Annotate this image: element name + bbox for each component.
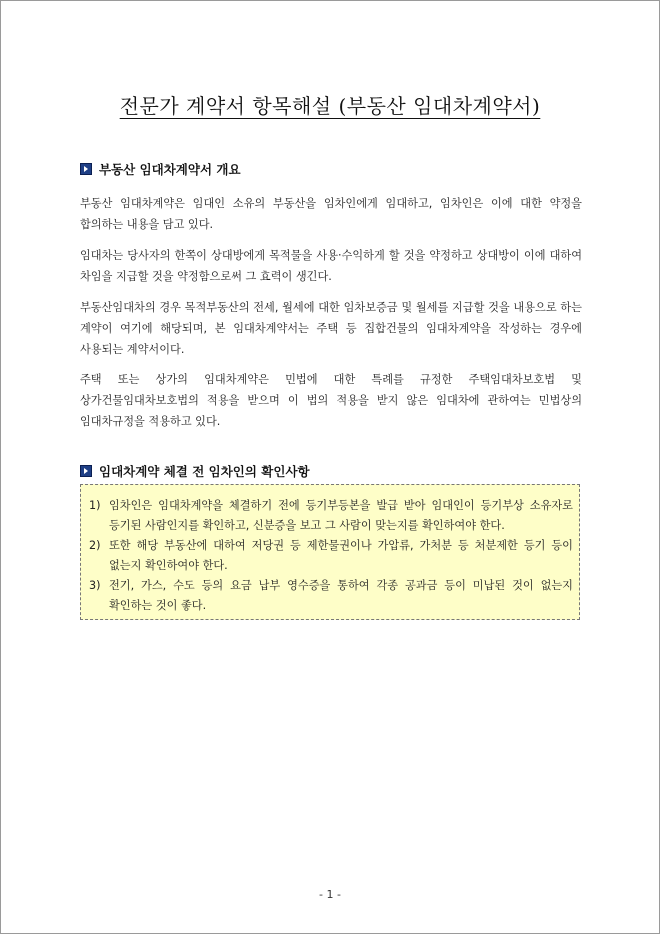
overview-paragraph-4: 주택 또는 상가의 임대차계약은 민법에 대한 특례를 규정한 주택임대차보호법 및 상가건물임대차보호법의 적용을 받으며 이 법의 적용을 받지 않은 임대차에 관하여는 민법상의 임대차규정을 적용하고 있다. xyxy=(80,373,582,428)
checklist-notice-box xyxy=(80,484,580,620)
checklist-item-text: 전기, 가스, 수도 등의 요금 납부 영수증을 통하여 각종 공과금 등이 미납된 것이 없는지 확인하는 것이 좋다. xyxy=(109,579,573,612)
checklist-item-number: 3) xyxy=(89,579,101,592)
section-heading-checklist xyxy=(80,462,310,480)
page-number: - 1 - xyxy=(319,888,341,901)
checklist-item-number: 2) xyxy=(89,539,101,552)
checklist-item-text: 임차인은 임대차계약을 체결하기 전에 등기부등본을 발급 받아 임대인이 등기부상 소유자로 등기된 사람인지를 확인하고, 신분증을 보고 그 사람이 맞는지를 확인하여야 한다. xyxy=(109,499,573,532)
document-title: 전문가 계약서 항목해설 (부동산 임대차계약서) xyxy=(119,94,541,118)
overview-paragraph-3: 부동산임대차의 경우 목적부동산의 전세, 월세에 대한 임차보증금 및 월세를 지급할 것을 내용으로 하는 계약이 여기에 해당되며, 본 임대차계약서는 주택 등 집합건물의 임대차계약을 작성하는 경우에 사용되는 계약서이다. xyxy=(80,301,582,356)
section-heading-overview xyxy=(80,160,241,178)
section-heading-label: 임대차계약 체결 전 임차인의 확인사항 xyxy=(99,464,310,479)
arrow-square-icon xyxy=(80,163,92,175)
checklist-item xyxy=(89,576,573,616)
checklist-item xyxy=(89,496,573,536)
checklist-item-text: 또한 해당 부동산에 대하여 저당권 등 제한물권이나 가압류, 가처분 등 처분제한 등기 등이 없는지 확인하여야 한다. xyxy=(109,539,573,572)
overview-paragraph-2: 임대차는 당사자의 한쪽이 상대방에게 목적물을 사용·수익하게 할 것을 약정하고 상대방이 이에 대하여 차임을 지급할 것을 약정함으로써 그 효력이 생긴다. xyxy=(80,249,582,283)
checklist-item-number: 1) xyxy=(89,499,101,512)
checklist xyxy=(89,496,573,616)
checklist-item xyxy=(89,536,573,576)
section-heading-label: 부동산 임대차계약서 개요 xyxy=(99,162,241,177)
arrow-square-icon xyxy=(80,465,92,477)
overview-paragraph-1: 부동산 임대차계약은 임대인 소유의 부동산을 임차인에게 임대하고, 임차인은 이에 대한 약정을 합의하는 내용을 담고 있다. xyxy=(80,197,582,231)
